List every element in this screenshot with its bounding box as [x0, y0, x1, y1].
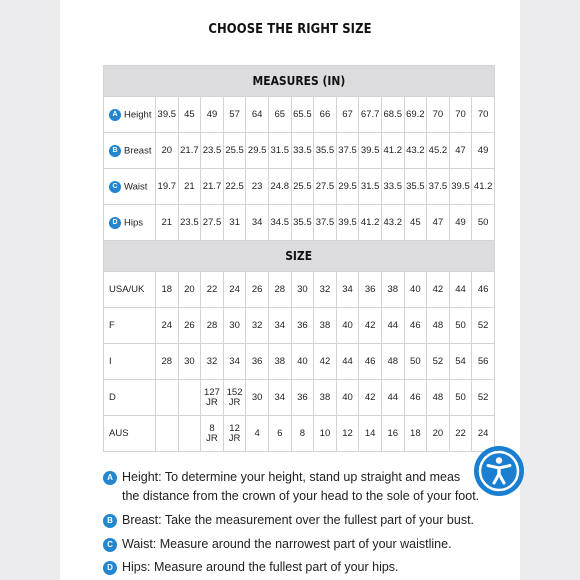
table-cell: 26: [178, 308, 201, 344]
table-cell: 32: [246, 308, 269, 344]
table-row-i: [104, 344, 495, 380]
table-cell: 22.5: [223, 169, 246, 205]
table-cell: 41.2: [472, 169, 495, 205]
table-cell: 19.7: [156, 169, 179, 205]
row-label-usa-uk: [104, 272, 156, 308]
row-label-i: [104, 344, 156, 380]
size-header: [104, 241, 495, 272]
badge-c: C: [103, 538, 117, 552]
table-cell: 40: [336, 380, 359, 416]
badge-icon: A: [109, 109, 121, 121]
table-cell: 6: [268, 416, 291, 452]
table-cell: 34: [268, 308, 291, 344]
row-label-hips: [104, 205, 156, 241]
note-breast-text: Breast: Take the measurement over the fullest part of your bust.: [122, 513, 475, 527]
size-header-title: SIZE: [285, 248, 313, 263]
note-hips: [103, 560, 399, 575]
table-cell: 38: [381, 272, 404, 308]
table-cell: 22: [449, 416, 472, 452]
table-cell: 30: [246, 380, 269, 416]
table-cell: 39.5: [359, 133, 382, 169]
table-row-aus: [104, 416, 495, 452]
row-label-text: I: [109, 355, 112, 367]
row-label-height: [104, 97, 156, 133]
table-cell: 57: [223, 97, 246, 133]
table-cell: 44: [336, 344, 359, 380]
table-cell: 33.5: [381, 169, 404, 205]
table-cell: 46: [404, 308, 427, 344]
table-cell: 70: [427, 97, 450, 133]
table-cell: 41.2: [359, 205, 382, 241]
table-cell: 42: [359, 380, 382, 416]
table-cell: 34: [336, 272, 359, 308]
table-cell: 65.5: [291, 97, 314, 133]
table-cell: 49: [201, 97, 224, 133]
table-cell: 67: [336, 97, 359, 133]
table-cell: 47: [449, 133, 472, 169]
row-label-text: Height: [124, 109, 152, 121]
table-cell: 23.5: [201, 133, 224, 169]
table-cell: [156, 380, 179, 416]
table-cell: 39.5: [449, 169, 472, 205]
table-cell: 38: [268, 344, 291, 380]
row-label-text: USA/UK: [109, 283, 145, 295]
note-waist-text: Waist: Measure around the narrowest part of your waistline.: [122, 537, 452, 551]
table-row-usa-uk: [104, 272, 495, 308]
table-cell: 30: [178, 344, 201, 380]
table-cell: 43.2: [404, 133, 427, 169]
measures-header-title: MEASURES (IN): [252, 73, 346, 88]
table-row-hips: [104, 205, 495, 241]
table-cell: 152 JR: [223, 380, 246, 416]
table-cell: 49: [449, 205, 472, 241]
table-cell: 41.2: [381, 133, 404, 169]
table-cell: 54: [449, 344, 472, 380]
table-cell: 45: [178, 97, 201, 133]
table-cell: 37.5: [427, 169, 450, 205]
badge-b: B: [103, 514, 117, 528]
table-cell: 37.5: [314, 205, 337, 241]
table-cell: 34: [223, 344, 246, 380]
table-cell: 49: [472, 133, 495, 169]
table-cell: 24.8: [268, 169, 291, 205]
badge-icon: D: [109, 217, 121, 229]
table-cell: 40: [404, 272, 427, 308]
table-cell: 50: [404, 344, 427, 380]
table-cell: 28: [268, 272, 291, 308]
table-cell: 16: [381, 416, 404, 452]
note-height: [103, 470, 479, 503]
table-cell: 14: [359, 416, 382, 452]
table-cell: 48: [427, 380, 450, 416]
table-cell: 66: [314, 97, 337, 133]
table-cell: 46: [404, 380, 427, 416]
badge-a: A: [103, 471, 117, 485]
table-cell: 46: [472, 272, 495, 308]
table-cell: 38: [314, 380, 337, 416]
table-cell: 28: [201, 308, 224, 344]
table-cell: 70: [472, 97, 495, 133]
note-height-line2: the distance from the crown of your head to the sole of your foot.: [122, 489, 480, 503]
table-cell: 39.5: [156, 97, 179, 133]
table-cell: 46: [359, 344, 382, 380]
row-label-f: [104, 308, 156, 344]
table-cell: 18: [404, 416, 427, 452]
table-cell: 24: [472, 416, 495, 452]
table-cell: [178, 380, 201, 416]
table-cell: 8: [291, 416, 314, 452]
table-cell: 24: [223, 272, 246, 308]
table-cell: 64: [246, 97, 269, 133]
page-title: CHOOSE THE RIGHT SIZE: [208, 21, 372, 37]
table-cell: 20: [178, 272, 201, 308]
row-label-aus: [104, 416, 156, 452]
table-cell: 67.7: [359, 97, 382, 133]
table-cell: 43.2: [381, 205, 404, 241]
row-label-text: Hips: [124, 217, 144, 229]
table-cell: 34: [246, 205, 269, 241]
table-cell: 31.5: [359, 169, 382, 205]
table-cell: 29.5: [246, 133, 269, 169]
table-cell: 21.7: [201, 169, 224, 205]
table-cell: 28: [156, 344, 179, 380]
table-cell: 44: [381, 308, 404, 344]
table-row-height: [104, 97, 495, 133]
accessibility-button[interactable]: [474, 446, 524, 496]
table-cell: 50: [472, 205, 495, 241]
badge-d: D: [103, 561, 117, 575]
table-cell: 127 JR: [201, 380, 224, 416]
table-cell: 56: [472, 344, 495, 380]
table-cell: 12: [336, 416, 359, 452]
table-cell: 36: [291, 308, 314, 344]
table-cell: 52: [427, 344, 450, 380]
note-breast: [103, 513, 474, 528]
table-cell: 21.7: [178, 133, 201, 169]
table-cell: [156, 416, 179, 452]
table-cell: 18: [156, 272, 179, 308]
table-cell: 25.5: [223, 133, 246, 169]
table-cell: 31: [223, 205, 246, 241]
table-cell: 52: [472, 308, 495, 344]
table-cell: 33.5: [291, 133, 314, 169]
table-cell: 8 JR: [201, 416, 224, 452]
table-cell: 36: [359, 272, 382, 308]
table-cell: 32: [314, 272, 337, 308]
table-cell: 40: [291, 344, 314, 380]
table-cell: 48: [381, 344, 404, 380]
row-label-text: Breast: [124, 145, 152, 157]
table-row-breast: [104, 133, 495, 169]
table-cell: 36: [291, 380, 314, 416]
measures-header: [104, 66, 495, 97]
table-cell: 38: [314, 308, 337, 344]
table-row-d: [104, 380, 495, 416]
table-cell: 31.5: [268, 133, 291, 169]
note-height-line1: Height: To determine your height, stand up straight and meas: [122, 470, 461, 484]
table-cell: 70: [449, 97, 472, 133]
table-cell: 12 JR: [223, 416, 246, 452]
table-cell: 4: [246, 416, 269, 452]
row-label-text: D: [109, 391, 116, 403]
row-label-text: F: [109, 319, 115, 331]
table-cell: 52: [472, 380, 495, 416]
row-label-breast: [104, 133, 156, 169]
table-cell: 35.5: [291, 205, 314, 241]
badge-icon: B: [109, 145, 121, 157]
table-cell: 42: [314, 344, 337, 380]
table-cell: 44: [381, 380, 404, 416]
table-cell: 50: [449, 380, 472, 416]
table-cell: 36: [246, 344, 269, 380]
table-cell: 20: [427, 416, 450, 452]
table-cell: 48: [427, 308, 450, 344]
row-label-text: Waist: [124, 181, 148, 193]
row-label-text: AUS: [109, 427, 129, 439]
table-cell: 65: [268, 97, 291, 133]
table-cell: 44: [449, 272, 472, 308]
table-cell: 40: [336, 308, 359, 344]
row-label-d: [104, 380, 156, 416]
table-cell: 27.5: [201, 205, 224, 241]
table-row-f: [104, 308, 495, 344]
accessibility-icon: [477, 449, 521, 493]
table-cell: 68.5: [381, 97, 404, 133]
table-cell: 39.5: [336, 205, 359, 241]
table-cell: 23: [246, 169, 269, 205]
table-cell: 45: [404, 205, 427, 241]
table-cell: 25.5: [291, 169, 314, 205]
table-cell: 21: [156, 205, 179, 241]
table-cell: 69.2: [404, 97, 427, 133]
table-cell: [178, 416, 201, 452]
table-cell: 35.5: [314, 133, 337, 169]
table-cell: 24: [156, 308, 179, 344]
table-cell: 34.5: [268, 205, 291, 241]
table-cell: 50: [449, 308, 472, 344]
table-cell: 10: [314, 416, 337, 452]
table-cell: 42: [359, 308, 382, 344]
table-cell: 35.5: [404, 169, 427, 205]
row-label-waist: [104, 169, 156, 205]
table-cell: 20: [156, 133, 179, 169]
table-cell: 37.5: [336, 133, 359, 169]
table-cell: 42: [427, 272, 450, 308]
table-cell: 30: [291, 272, 314, 308]
table-cell: 47: [427, 205, 450, 241]
table-cell: 34: [268, 380, 291, 416]
note-hips-text: Hips: Measure around the fullest part of your hips.: [122, 560, 399, 574]
size-chart-table: [103, 65, 495, 452]
table-cell: 27.5: [314, 169, 337, 205]
table-cell: 45.2: [427, 133, 450, 169]
table-row-waist: [104, 169, 495, 205]
note-waist: [103, 537, 452, 552]
table-cell: 30: [223, 308, 246, 344]
badge-icon: C: [109, 181, 121, 193]
table-cell: 29.5: [336, 169, 359, 205]
table-cell: 21: [178, 169, 201, 205]
table-cell: 32: [201, 344, 224, 380]
table-cell: 22: [201, 272, 224, 308]
table-cell: 23.5: [178, 205, 201, 241]
table-cell: 26: [246, 272, 269, 308]
